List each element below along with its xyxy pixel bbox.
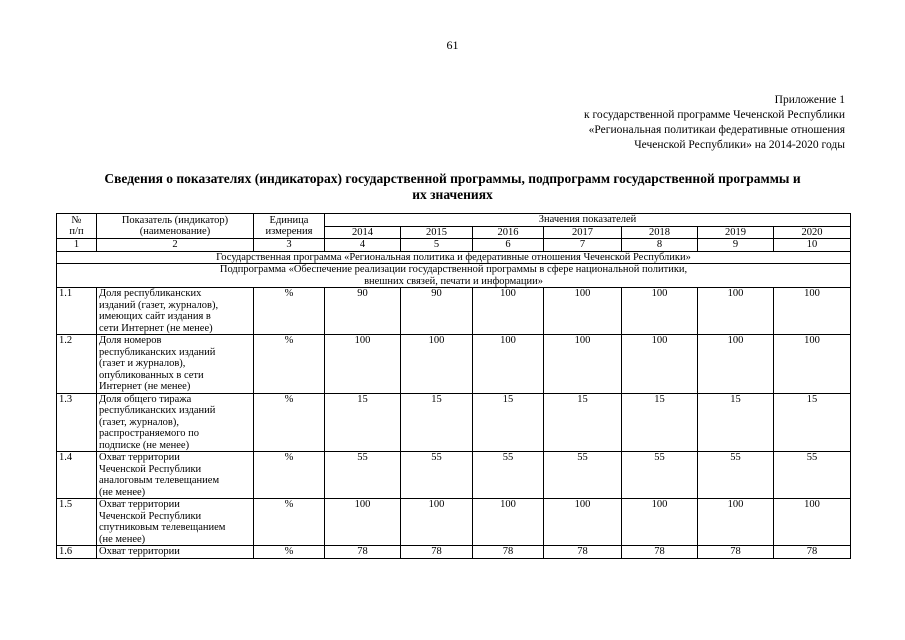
indicator-number: 1.2 xyxy=(57,335,97,394)
header-year: 2014 xyxy=(325,226,401,239)
indicator-name-line: (не менее) xyxy=(99,533,146,545)
indicator-name-line: (газет, журналов), xyxy=(99,416,180,428)
indicator-name-line: Интернет (не менее) xyxy=(99,381,191,392)
table-row xyxy=(57,452,851,499)
indicator-name-line: республиканских изданий xyxy=(99,405,216,416)
table-row xyxy=(57,499,851,546)
indicator-name xyxy=(97,546,254,559)
indicator-value: 100 xyxy=(622,288,698,335)
indicator-value: 100 xyxy=(325,499,401,546)
indicator-value: 55 xyxy=(774,452,851,499)
indicator-value: 100 xyxy=(473,335,544,394)
indicator-number: 1.4 xyxy=(57,452,97,499)
header-year: 2019 xyxy=(698,226,774,239)
indicator-value: 100 xyxy=(698,335,774,394)
column-numbers-row xyxy=(57,239,851,252)
indicator-name-line: (не менее) xyxy=(99,486,146,498)
subprogram-title xyxy=(57,264,851,288)
header-indicator xyxy=(97,214,254,239)
header-year: 2020 xyxy=(774,226,851,239)
indicator-value: 100 xyxy=(544,288,622,335)
program-title-row xyxy=(57,251,851,264)
header-row xyxy=(57,214,851,227)
indicator-unit: % xyxy=(254,288,325,335)
header-year: 2016 xyxy=(473,226,544,239)
indicator-value: 100 xyxy=(473,499,544,546)
header-indicator-line: Показатель (индикатор) xyxy=(121,214,229,226)
indicator-name-line: аналоговым телевещанием xyxy=(99,475,220,486)
table-row xyxy=(57,546,851,559)
indicator-number: 1.6 xyxy=(57,546,97,559)
appendix-line: Чеченской Республики» на 2014-2020 годы xyxy=(634,139,845,151)
table-row xyxy=(57,335,851,394)
subprogram-title-line: внешних связей, печати и информации» xyxy=(364,275,543,287)
indicator-value: 78 xyxy=(544,546,622,559)
indicator-value: 100 xyxy=(401,335,473,394)
indicator-name-line: Доля республиканских xyxy=(99,288,202,299)
table-row xyxy=(57,393,851,452)
column-number: 5 xyxy=(401,239,473,252)
indicator-name xyxy=(97,452,254,499)
indicator-number: 1.3 xyxy=(57,393,97,452)
header-year: 2018 xyxy=(622,226,698,239)
indicator-value: 78 xyxy=(473,546,544,559)
header-year: 2015 xyxy=(401,226,473,239)
indicator-value: 78 xyxy=(401,546,473,559)
indicator-name-line: Чеченской Республики xyxy=(99,463,202,475)
indicator-name-line: республиканских изданий xyxy=(99,346,216,358)
indicator-number: 1.5 xyxy=(57,499,97,546)
indicator-name-line: опубликованных в сети xyxy=(99,369,204,381)
document-title-line: их значениях xyxy=(412,187,493,202)
appendix-note xyxy=(584,93,845,153)
indicator-name-line: имеющих сайт издания в xyxy=(99,311,211,322)
document-title-line: Сведения о показателях (индикаторах) государственной программы, подпрограмм государственной программы и xyxy=(104,171,801,186)
indicator-name-line: (газет и журналов), xyxy=(99,358,186,369)
header-year: 2017 xyxy=(544,226,622,239)
subprogram-title-row xyxy=(57,264,851,288)
indicator-value: 90 xyxy=(401,288,473,335)
appendix-line: Приложение 1 xyxy=(774,94,845,106)
indicator-value: 15 xyxy=(325,393,401,452)
indicator-name-line: Доля номеров xyxy=(99,335,162,346)
indicator-value: 15 xyxy=(473,393,544,452)
indicator-name-line: сети Интернет (не менее) xyxy=(99,322,213,334)
indicator-value: 100 xyxy=(325,335,401,394)
indicator-name-line: Охват территории xyxy=(99,499,180,510)
indicator-value: 15 xyxy=(774,393,851,452)
column-number: 2 xyxy=(97,239,254,252)
header-unit-line: Единица xyxy=(269,214,309,226)
indicator-name-line: Охват территории xyxy=(99,452,180,463)
indicator-value: 55 xyxy=(544,452,622,499)
column-number: 10 xyxy=(774,239,851,252)
indicator-value: 100 xyxy=(544,499,622,546)
indicator-name xyxy=(97,393,254,452)
indicator-value: 100 xyxy=(622,335,698,394)
indicator-value: 78 xyxy=(698,546,774,559)
column-number: 6 xyxy=(473,239,544,252)
indicator-name-line: Доля общего тиража xyxy=(99,393,192,405)
table-row xyxy=(57,288,851,335)
indicator-value: 15 xyxy=(544,393,622,452)
indicator-name-line: Охват территории xyxy=(99,546,180,557)
indicator-unit: % xyxy=(254,499,325,546)
indicator-value: 90 xyxy=(325,288,401,335)
column-number: 3 xyxy=(254,239,325,252)
program-title: Государственная программа «Региональная политика и федеративные отношения Чеченской Республики» xyxy=(57,251,851,264)
indicator-name xyxy=(97,335,254,394)
indicator-value: 15 xyxy=(698,393,774,452)
indicator-value: 100 xyxy=(698,499,774,546)
indicator-value: 100 xyxy=(401,499,473,546)
indicator-number: 1.1 xyxy=(57,288,97,335)
indicator-name-line: Чеченской Республики xyxy=(99,510,202,522)
indicator-value: 15 xyxy=(401,393,473,452)
header-values-group: Значения показателей xyxy=(325,214,851,227)
header-indicator-line: (наименование) xyxy=(139,226,211,237)
header-num-line: № xyxy=(71,214,82,226)
indicator-value: 15 xyxy=(622,393,698,452)
indicator-value: 55 xyxy=(473,452,544,499)
indicator-value: 55 xyxy=(401,452,473,499)
indicator-value: 78 xyxy=(774,546,851,559)
indicator-value: 78 xyxy=(325,546,401,559)
indicator-value: 100 xyxy=(473,288,544,335)
indicator-name xyxy=(97,288,254,335)
indicator-name-line: подписке (не менее) xyxy=(99,439,190,451)
header-unit xyxy=(254,214,325,239)
indicators-table xyxy=(56,213,851,559)
indicator-value: 100 xyxy=(774,288,851,335)
column-number: 4 xyxy=(325,239,401,252)
header-num xyxy=(57,214,97,239)
indicator-value: 100 xyxy=(774,499,851,546)
indicator-value: 100 xyxy=(698,288,774,335)
indicator-unit: % xyxy=(254,546,325,559)
appendix-line: к государственной программе Чеченской Республики xyxy=(584,109,845,121)
indicator-value: 55 xyxy=(622,452,698,499)
indicator-name xyxy=(97,499,254,546)
indicator-name-line: распространяемого по xyxy=(99,428,200,439)
header-unit-line: измерения xyxy=(265,226,313,237)
subprogram-title-line: Подпрограмма «Обеспечение реализации государственной программы в сфере национальной политики, xyxy=(219,264,688,275)
column-number: 1 xyxy=(57,239,97,252)
indicator-value: 78 xyxy=(622,546,698,559)
document-title xyxy=(40,171,865,203)
indicator-value: 100 xyxy=(774,335,851,394)
indicator-value: 100 xyxy=(544,335,622,394)
appendix-line: «Региональная политикаи федеративные отношения xyxy=(588,124,845,136)
column-number: 7 xyxy=(544,239,622,252)
header-num-line: п/п xyxy=(69,226,84,237)
column-number: 9 xyxy=(698,239,774,252)
indicator-value: 55 xyxy=(698,452,774,499)
column-number: 8 xyxy=(622,239,698,252)
indicator-value: 55 xyxy=(325,452,401,499)
page-number: 61 xyxy=(446,38,459,52)
indicator-unit: % xyxy=(254,335,325,394)
indicator-unit: % xyxy=(254,452,325,499)
indicator-name-line: спутниковым телевещанием xyxy=(99,522,226,533)
indicator-unit: % xyxy=(254,393,325,452)
indicator-value: 100 xyxy=(622,499,698,546)
indicator-name-line: изданий (газет, журналов), xyxy=(99,299,219,311)
